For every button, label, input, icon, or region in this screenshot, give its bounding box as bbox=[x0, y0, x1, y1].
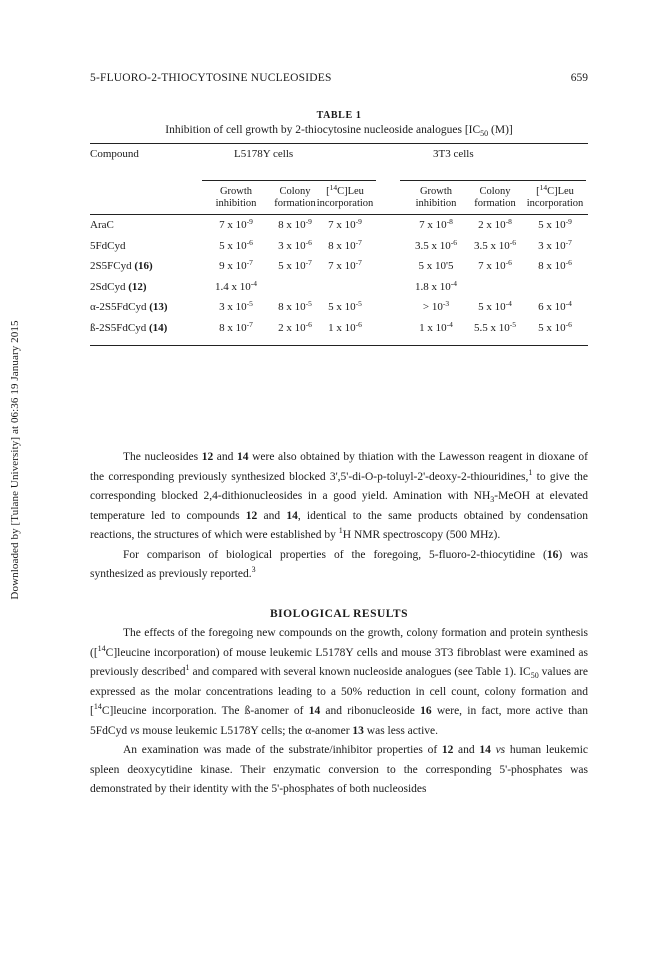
table-cell: 3.5 x $10^{-6}$ bbox=[415, 237, 457, 252]
table-cell: 8 x $10^{-5}$ bbox=[278, 299, 312, 313]
table-cell: > $10^{-3}$ bbox=[422, 299, 450, 313]
table-cell: 5.5 x $10^{-5}$ bbox=[474, 319, 516, 334]
paragraph-2: For comparison of biological properties of the foregoing, 5-fluoro-2-thiocytidine (16) was synthesized as previously reported.$^3$ bbox=[90, 548, 588, 580]
table-body bbox=[90, 215, 588, 345]
column-headers bbox=[90, 184, 588, 214]
table-cell: 9 x $10^{-7}$ bbox=[219, 258, 253, 272]
table-row-compound: 2S5FCyd (16) bbox=[90, 260, 153, 272]
citation-3: 3 bbox=[251, 565, 256, 574]
column-header-3: [$^{14}$C]Leu incorporation bbox=[316, 183, 374, 209]
table-cell: 3 x $10^{-7}$ bbox=[538, 237, 572, 252]
table-cell: 8 x $10^{-7}$ bbox=[219, 319, 253, 334]
download-note-text: Downloaded by [Tulane University] at 06:36 19 January 2015 bbox=[9, 320, 21, 600]
table-row-compound: ß-2S5FdCyd (14) bbox=[90, 321, 168, 334]
table-bottom-rule bbox=[90, 345, 588, 346]
article-body bbox=[90, 448, 588, 800]
table-cell: 5 x $10^{-7}$ bbox=[278, 258, 312, 272]
citation-1: 1 bbox=[528, 467, 533, 477]
download-watermark bbox=[4, 250, 26, 670]
table-cell: 7 x $10^{-9}$ bbox=[328, 217, 362, 231]
running-title: 5-FLUORO-2-THIOCYTOSINE NUCLEOSIDES bbox=[90, 72, 332, 84]
table-cell: 1.4 x $10^{-4}$ bbox=[215, 278, 257, 293]
paragraph-4: An examination was made of the substrate/inhibitor properties of 12 and 14 vs human leukemic spleen deoxycytidine kinase. Their enzymatic conversion to the corresponding 5'-phosphates was demonstrated by their identity with the 5'-phosphates of both nucleosides bbox=[90, 744, 589, 795]
table-label: TABLE 1 bbox=[316, 110, 362, 121]
table-cell: 1.8 x $10^{-4}$ bbox=[415, 278, 457, 293]
paragraph-1: The nucleosides 12 and 14 were also obtained by thiation with the Lawesson reagent in dioxane of the corresponding previously synthesized blocked 3',5'-di-O-p-toluyl-2'-deoxy-2-thiouridines,$^1$ to give the corresponding blocked 2,4-dithionucleosides in a good yield. Amination with $NH_3$-MeOH at elevated temperature led to compounds 12 and 14, identical to the same products obtained by condensation reactions, the structures of which were established by $^1$H NMR spectroscopy (500 MHz). bbox=[90, 451, 588, 541]
table-cell: 8 x $10^{-7}$ bbox=[328, 237, 362, 252]
group-l5178y-rule bbox=[202, 180, 376, 181]
table-cell: 7 x $10^{-9}$ bbox=[219, 217, 253, 231]
table-row-compound: 2SdCyd (12) bbox=[90, 280, 147, 293]
table-cell: 1 x $10^{-4}$ bbox=[419, 319, 453, 334]
table-row-compound: AraC bbox=[90, 219, 114, 231]
table-cell: 5 x $10^{-4}$ bbox=[478, 299, 512, 313]
table-cell: 8 x $10^{-6}$ bbox=[538, 258, 572, 272]
table-row-compound: α-2S5FdCyd (13) bbox=[90, 301, 168, 313]
table-cell: 8 x $10^{-9}$ bbox=[278, 217, 312, 231]
group-3t3: 3T3 cells bbox=[433, 148, 474, 160]
table-cell: 2 x $10^{-6}$ bbox=[278, 319, 312, 334]
table-cell: 1 x $10^{-6}$ bbox=[328, 319, 362, 334]
table-cell: 5 x $10^{-6}$ bbox=[219, 237, 253, 252]
table-cell: 7 x $10^{-6}$ bbox=[478, 258, 512, 272]
column-header-2: Colony formation bbox=[274, 186, 316, 209]
table-caption: Inhibition of cell growth by 2-thiocytosine nucleoside analogues [$IC_{50}$ (M)] bbox=[165, 124, 513, 138]
column-header-4: Growth inhibition bbox=[415, 186, 457, 209]
table-cell: 3 x $10^{-6}$ bbox=[278, 237, 312, 252]
table-cell: 5 x $10^{-9}$ bbox=[538, 217, 572, 231]
page-number: 659 bbox=[570, 72, 588, 84]
table-cell: 7 x $10^{-8}$ bbox=[419, 217, 453, 231]
table-cell: 5 x $10^{-5}$ bbox=[328, 299, 362, 313]
table-cell: 3 x $10^{-5}$ bbox=[219, 299, 253, 313]
table-cell: 5 x $10^{-6}$ bbox=[538, 319, 572, 334]
group-3t3-rule bbox=[400, 180, 586, 181]
group-l5178y: L5178Y cells bbox=[234, 148, 294, 160]
table-cell: 5 x 10'5 bbox=[418, 260, 454, 272]
table-cell: 7 x $10^{-7}$ bbox=[328, 258, 362, 272]
table-row-compound: 5FdCyd bbox=[90, 239, 126, 252]
table-1 bbox=[90, 110, 588, 346]
section-heading: BIOLOGICAL RESULTS bbox=[269, 607, 408, 620]
paragraph-3: The effects of the foregoing new compounds on the growth, colony formation and protein synthesis ([$^{14}$C]leucine incorporation) of mouse leukemic L5178Y cells and mouse 3T3 fibroblast were examined as previously described$^1$ and compared with several known nucleoside analogues (see Table 1). $IC_{50}$ values are expressed as the molar concentrations leading to a 50% reduction in cell count, colony formation and [$^{14}$C]leucine incorporation. The ß-anomer of 14 and ribonucleoside 16 were, in fact, more active than 5FdCyd vs mouse leukemic L5178Y cells; the α-anomer 13 was less active. bbox=[90, 627, 588, 737]
compound-header: Compound bbox=[90, 148, 139, 160]
column-header-1: Growth inhibition bbox=[215, 186, 257, 209]
table-cell: 3.5 x $10^{-6}$ bbox=[474, 237, 516, 252]
table-cell: 6 x $10^{-4}$ bbox=[538, 299, 572, 313]
table-cell: 2 x $10^{-8}$ bbox=[478, 217, 512, 231]
column-header-6: [$^{14}$C]Leu incorporation bbox=[526, 183, 584, 209]
column-header-5: Colony formation bbox=[474, 186, 516, 209]
table-group-header bbox=[90, 144, 588, 184]
